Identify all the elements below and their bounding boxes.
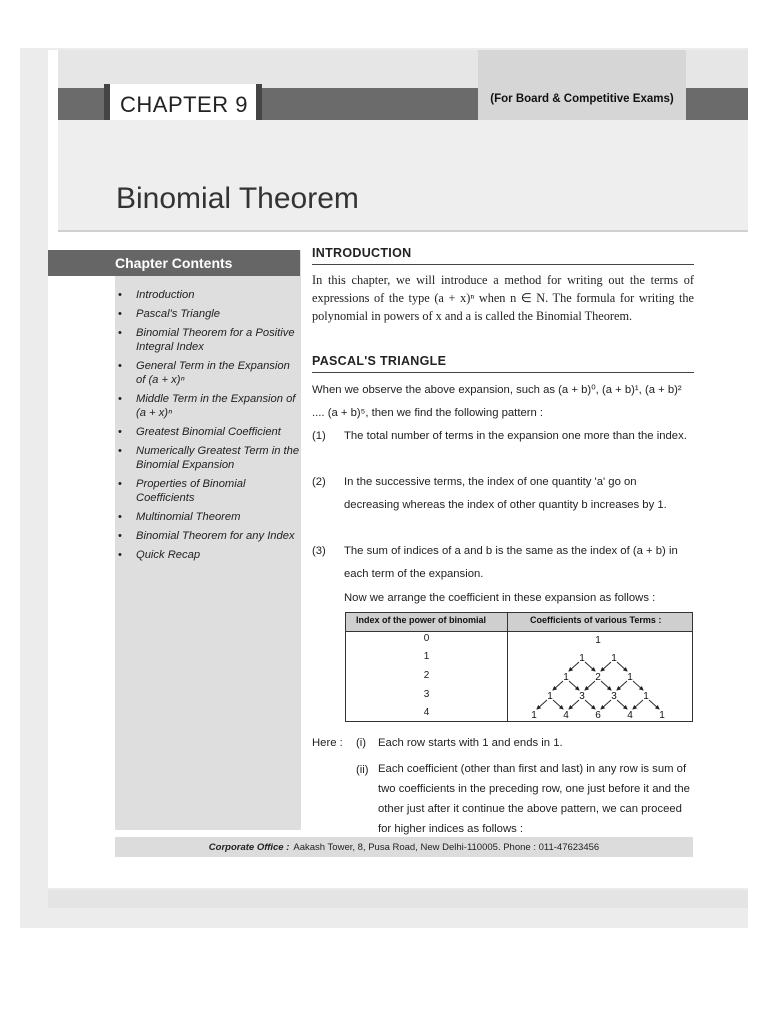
sum-arrow: [649, 700, 659, 709]
coefficient: 4: [627, 710, 633, 721]
coefficient: 1: [579, 653, 585, 664]
here-label: Here :: [312, 737, 343, 749]
pattern-point: [312, 425, 694, 448]
note-number: (ii): [356, 764, 369, 776]
pascal-table: [345, 612, 693, 722]
sum-arrow: [617, 662, 627, 671]
index-cell: 2: [423, 670, 430, 681]
intro-paragraph: In this chapter, we will introduce a method for writing out the terms of expressions of the type (a + x)ⁿ when n ∈ N. The formula for writing the polynomial in powers of x and a is called the Binomial Theorem.: [312, 273, 694, 323]
table-col1-header: Index of the power of binomial: [356, 615, 487, 625]
toc-item: • Binomial Theorem for any Index: [116, 529, 302, 543]
intro-rule: [312, 264, 694, 265]
chapter-label: CHAPTER 9: [120, 92, 248, 117]
note-text: Each coefficient (other than first and last) in any row is sum of two coefficients in the preceding row, one just before it and the other just after it continue the above pattern, we can proceed for higher indices as follows :: [378, 763, 690, 835]
toc-item: • Pascal's Triangle: [116, 307, 302, 321]
note-item: [356, 732, 694, 755]
sum-arrow: [537, 700, 547, 709]
coefficient: 1: [595, 635, 601, 646]
sum-arrow: [569, 700, 579, 709]
toc-item: • General Term in the Expansion of (a + x)ⁿ: [116, 359, 302, 387]
index-cell: 0: [423, 633, 430, 644]
coefficient: 1: [547, 691, 553, 702]
point-text: In the successive terms, the index of one quantity 'a' go on decreasing whereas the index of other quantity b increases by 1.: [344, 476, 667, 511]
toc-item: • Multinomial Theorem: [116, 510, 302, 524]
coefficient: 4: [563, 710, 569, 721]
footer-text: Aakash Tower, 8, Pusa Road, New Delhi-110005. Phone : 011-47623456: [293, 841, 600, 853]
pascal-lead: When we observe the above expansion, such as (a + b)⁰, (a + b)¹, (a + b)² .... (a + b)⁵, then we find the following pattern :: [312, 384, 682, 419]
sum-arrow: [585, 700, 595, 709]
coefficient: 1: [643, 691, 649, 702]
sum-arrow: [569, 662, 579, 671]
toc-item: • Numerically Greatest Term in the Binomial Expansion: [116, 444, 302, 472]
coefficient: 6: [595, 710, 601, 721]
point-number: (2): [312, 476, 326, 488]
sum-arrow: [601, 662, 611, 671]
index-cell: 1: [423, 651, 430, 662]
note-text: Each row starts with 1 and ends in 1.: [378, 737, 563, 749]
point-text: The total number of terms in the expansion one more than the index.: [344, 430, 687, 442]
pascal-rule: [312, 372, 694, 373]
point-text: The sum of indices of a and b is the same as the index of (a + b) in each term of the expansion.: [344, 545, 678, 580]
coefficient: 1: [659, 710, 665, 721]
sum-arrow: [553, 681, 563, 690]
toc-item: • Quick Recap: [116, 548, 302, 562]
sum-arrow: [617, 700, 627, 709]
coefficient: 1: [563, 672, 569, 683]
index-cell: 4: [423, 707, 430, 718]
sum-arrow: [585, 662, 595, 671]
point-number: (1): [312, 430, 326, 442]
coefficient: 2: [595, 672, 601, 683]
index-cell: 3: [423, 689, 430, 700]
exam-note-box: [478, 50, 686, 122]
toc-item: • Greatest Binomial Coefficient: [116, 425, 302, 439]
coefficient: 3: [579, 691, 585, 702]
arrange-text: Now we arrange the coefficient in these expansion as follows :: [344, 592, 656, 604]
coefficient: 1: [531, 710, 537, 721]
coefficient: 3: [611, 691, 617, 702]
footer-label: Corporate Office :: [208, 841, 290, 853]
chapter-title: Binomial Theorem: [116, 182, 359, 215]
chapter-contents-list: [116, 288, 302, 567]
table-col2-header: Coefficients of various Terms :: [530, 615, 662, 625]
pascal-heading: PASCAL'S TRIANGLE: [312, 354, 447, 368]
sum-arrow: [617, 681, 627, 690]
sum-arrow: [601, 681, 611, 690]
note-number: (i): [356, 737, 367, 749]
pattern-point: [312, 540, 694, 586]
intro-heading: INTRODUCTION: [312, 246, 412, 260]
toc-item: • Introduction: [116, 288, 302, 302]
point-number: (3): [312, 545, 326, 557]
exam-note: (For Board & Competitive Exams): [490, 93, 674, 105]
sum-arrow: [569, 681, 579, 690]
toc-item: • Middle Term in the Expansion of (a + x)ⁿ: [116, 392, 302, 420]
toc-item: • Properties of Binomial Coefficients: [116, 477, 302, 505]
sum-arrow: [553, 700, 563, 709]
toc-item: • Binomial Theorem for a Positive Integral Index: [116, 326, 302, 354]
sum-arrow: [601, 700, 611, 709]
coefficient: 1: [627, 672, 633, 683]
sum-arrow: [633, 681, 643, 690]
pascal-triangle-diagram: [508, 631, 693, 722]
bottom-strip: [48, 890, 748, 908]
note-item: [356, 759, 694, 839]
sum-arrow: [633, 700, 643, 709]
sidebar-heading: Chapter Contents: [48, 250, 300, 276]
footer: [115, 837, 693, 857]
coefficient: 1: [611, 653, 617, 664]
sum-arrow: [585, 681, 595, 690]
pattern-point: [312, 471, 694, 517]
